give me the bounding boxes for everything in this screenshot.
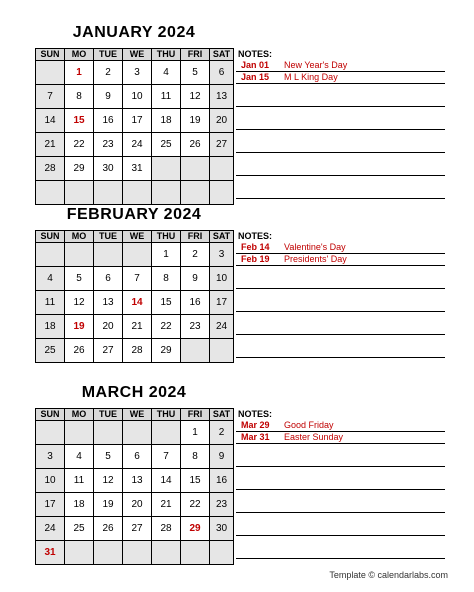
day-cell[interactable]: 17 [36, 493, 65, 517]
note-line[interactable] [236, 266, 445, 289]
day-cell[interactable]: 21 [36, 133, 65, 157]
day-cell[interactable]: 16 [210, 469, 234, 493]
note-date: Feb 14 [241, 242, 270, 252]
empty-day-cell [65, 421, 94, 445]
note-line[interactable] [236, 335, 445, 358]
day-cell[interactable]: 8 [152, 267, 181, 291]
day-cell[interactable]: 5 [181, 61, 210, 85]
day-cell[interactable]: 4 [36, 267, 65, 291]
day-cell[interactable]: 23 [210, 493, 234, 517]
notes-panel [236, 408, 445, 564]
day-cell[interactable]: 16 [181, 291, 210, 315]
empty-day-cell [181, 157, 210, 181]
empty-day-cell [65, 243, 94, 267]
day-cell[interactable]: 3 [36, 445, 65, 469]
day-cell[interactable]: 26 [65, 339, 94, 363]
weekday-header: THU [152, 49, 181, 61]
day-cell[interactable]: 26 [94, 517, 123, 541]
empty-day-cell [181, 339, 210, 363]
day-cell[interactable]: 14 [152, 469, 181, 493]
empty-day-cell [36, 243, 65, 267]
day-cell[interactable]: 29 [181, 517, 210, 541]
week-row [36, 421, 234, 445]
note-date: Mar 29 [241, 420, 270, 430]
day-cell[interactable]: 19 [181, 109, 210, 133]
note-name: Valentine's Day [284, 242, 346, 252]
day-cell[interactable]: 20 [123, 493, 152, 517]
day-cell[interactable]: 28 [36, 157, 65, 181]
note-date: Mar 31 [241, 432, 270, 442]
day-cell[interactable]: 11 [65, 469, 94, 493]
empty-day-cell [36, 421, 65, 445]
note-line[interactable] [236, 242, 445, 254]
day-cell[interactable]: 13 [94, 291, 123, 315]
empty-day-cell [181, 181, 210, 205]
note-date: Jan 01 [241, 60, 270, 70]
empty-day-cell [36, 61, 65, 85]
day-cell[interactable]: 8 [65, 85, 94, 109]
weekday-header: SAT [210, 231, 234, 243]
week-row [36, 61, 234, 85]
note-line[interactable] [236, 312, 445, 335]
month-title: MARCH 2024 [81, 384, 187, 401]
day-cell[interactable]: 25 [36, 339, 65, 363]
empty-day-cell [152, 181, 181, 205]
notes-panel [236, 230, 445, 362]
note-line[interactable] [236, 536, 445, 559]
empty-day-cell [123, 181, 152, 205]
day-cell[interactable]: 1 [65, 61, 94, 85]
weekday-header-row [36, 231, 234, 243]
month-title: FEBRUARY 2024 [66, 206, 202, 223]
weekday-header-row [36, 409, 234, 421]
day-cell[interactable]: 25 [65, 517, 94, 541]
weekday-header: MO [65, 409, 94, 421]
notes-label: NOTES: [238, 231, 273, 241]
weekday-header: THU [152, 231, 181, 243]
empty-day-cell [94, 421, 123, 445]
day-cell[interactable]: 8 [181, 445, 210, 469]
day-cell[interactable]: 1 [181, 421, 210, 445]
weekday-header-row [36, 49, 234, 61]
day-cell[interactable]: 29 [65, 157, 94, 181]
weekday-header: TUE [94, 49, 123, 61]
day-cell[interactable]: 2 [94, 61, 123, 85]
day-cell[interactable]: 18 [152, 109, 181, 133]
day-cell[interactable]: 15 [152, 291, 181, 315]
empty-day-cell [210, 541, 234, 565]
week-row [36, 243, 234, 267]
day-cell[interactable]: 3 [210, 243, 234, 267]
week-row [36, 541, 234, 565]
weekday-header: TUE [94, 409, 123, 421]
weekday-header: WE [123, 231, 152, 243]
day-cell[interactable]: 2 [210, 421, 234, 445]
empty-day-cell [94, 541, 123, 565]
day-cell[interactable]: 3 [123, 61, 152, 85]
note-line[interactable] [236, 176, 445, 199]
week-row [36, 315, 234, 339]
weekday-header: SAT [210, 49, 234, 61]
day-cell[interactable]: 20 [210, 109, 234, 133]
note-line[interactable] [236, 420, 445, 432]
day-cell[interactable]: 10 [210, 267, 234, 291]
footer-credit: Template © calendarlabs.com [329, 570, 448, 580]
note-line[interactable] [236, 254, 445, 266]
note-name: Presidents' Day [284, 254, 347, 264]
day-cell[interactable]: 22 [152, 315, 181, 339]
day-cell[interactable]: 6 [123, 445, 152, 469]
day-cell[interactable]: 2 [181, 243, 210, 267]
day-cell[interactable]: 9 [210, 445, 234, 469]
note-line[interactable] [236, 289, 445, 312]
weekday-header: FRI [181, 49, 210, 61]
empty-day-cell [65, 541, 94, 565]
empty-day-cell [94, 243, 123, 267]
day-cell[interactable]: 24 [123, 133, 152, 157]
weekday-header: WE [123, 409, 152, 421]
notes-label: NOTES: [238, 49, 273, 59]
day-cell[interactable]: 11 [36, 291, 65, 315]
day-cell[interactable]: 19 [94, 493, 123, 517]
note-name: M L King Day [284, 72, 338, 82]
weekday-header: WE [123, 49, 152, 61]
day-cell[interactable]: 23 [94, 133, 123, 157]
empty-day-cell [65, 181, 94, 205]
note-line[interactable] [236, 72, 445, 84]
day-cell[interactable]: 7 [152, 445, 181, 469]
empty-day-cell [94, 181, 123, 205]
day-cell[interactable]: 24 [210, 315, 234, 339]
note-name: Easter Sunday [284, 432, 344, 442]
day-cell[interactable]: 5 [65, 267, 94, 291]
empty-day-cell [123, 541, 152, 565]
day-cell[interactable]: 30 [94, 157, 123, 181]
note-date: Jan 15 [241, 72, 270, 82]
weekday-header: FRI [181, 409, 210, 421]
note-line[interactable] [236, 107, 445, 130]
day-cell[interactable]: 17 [123, 109, 152, 133]
week-row [36, 157, 234, 181]
notes-label: NOTES: [238, 409, 273, 419]
note-date: Feb 19 [241, 254, 270, 264]
empty-day-cell [210, 339, 234, 363]
day-cell[interactable]: 17 [210, 291, 234, 315]
day-cell[interactable]: 12 [94, 469, 123, 493]
day-cell[interactable]: 22 [181, 493, 210, 517]
notes-panel [236, 48, 445, 204]
day-cell[interactable]: 9 [94, 85, 123, 109]
week-row [36, 109, 234, 133]
day-cell[interactable]: 4 [65, 445, 94, 469]
day-cell[interactable]: 21 [152, 493, 181, 517]
day-cell[interactable]: 14 [123, 291, 152, 315]
note-line[interactable] [236, 467, 445, 490]
day-cell[interactable]: 25 [152, 133, 181, 157]
day-cell[interactable]: 1 [152, 243, 181, 267]
weekday-header: FRI [181, 231, 210, 243]
month-grid [35, 48, 234, 205]
day-cell[interactable]: 10 [123, 85, 152, 109]
month-grid [35, 408, 234, 565]
note-line[interactable] [236, 84, 445, 107]
weekday-header: MO [65, 49, 94, 61]
day-cell[interactable]: 24 [36, 517, 65, 541]
week-row [36, 85, 234, 109]
note-line[interactable] [236, 60, 445, 72]
day-cell[interactable]: 13 [210, 85, 234, 109]
day-cell[interactable]: 29 [152, 339, 181, 363]
day-cell[interactable]: 7 [123, 267, 152, 291]
day-cell[interactable]: 22 [65, 133, 94, 157]
day-cell[interactable]: 18 [36, 315, 65, 339]
week-row [36, 339, 234, 363]
day-cell[interactable]: 9 [181, 267, 210, 291]
month-grid [35, 230, 234, 363]
empty-day-cell [123, 243, 152, 267]
day-cell[interactable]: 4 [152, 61, 181, 85]
note-name: Good Friday [284, 420, 334, 430]
day-cell[interactable]: 20 [94, 315, 123, 339]
weekday-header: SUN [36, 49, 65, 61]
empty-day-cell [210, 157, 234, 181]
empty-day-cell [36, 181, 65, 205]
day-cell[interactable]: 18 [65, 493, 94, 517]
week-row [36, 181, 234, 205]
weekday-header: TUE [94, 231, 123, 243]
month-title: JANUARY 2024 [72, 24, 196, 41]
weekday-header: MO [65, 231, 94, 243]
day-cell[interactable]: 6 [94, 267, 123, 291]
day-cell[interactable]: 19 [65, 315, 94, 339]
week-row [36, 493, 234, 517]
note-line[interactable] [236, 432, 445, 444]
day-cell[interactable]: 10 [36, 469, 65, 493]
day-cell[interactable]: 12 [181, 85, 210, 109]
week-row [36, 267, 234, 291]
week-row [36, 517, 234, 541]
empty-day-cell [210, 181, 234, 205]
note-line[interactable] [236, 153, 445, 176]
week-row [36, 469, 234, 493]
empty-day-cell [152, 421, 181, 445]
weekday-header: SAT [210, 409, 234, 421]
day-cell[interactable]: 14 [36, 109, 65, 133]
day-cell[interactable]: 15 [181, 469, 210, 493]
weekday-header: SUN [36, 409, 65, 421]
day-cell[interactable]: 21 [123, 315, 152, 339]
day-cell[interactable]: 27 [123, 517, 152, 541]
day-cell[interactable]: 16 [94, 109, 123, 133]
day-cell[interactable]: 11 [152, 85, 181, 109]
day-cell[interactable]: 31 [123, 157, 152, 181]
note-name: New Year's Day [284, 60, 348, 70]
week-row [36, 445, 234, 469]
weekday-header: THU [152, 409, 181, 421]
empty-day-cell [181, 541, 210, 565]
day-cell[interactable]: 5 [94, 445, 123, 469]
day-cell[interactable]: 30 [210, 517, 234, 541]
note-line[interactable] [236, 130, 445, 153]
note-line[interactable] [236, 490, 445, 513]
day-cell[interactable]: 12 [65, 291, 94, 315]
empty-day-cell [123, 421, 152, 445]
day-cell[interactable]: 7 [36, 85, 65, 109]
note-line[interactable] [236, 513, 445, 536]
day-cell[interactable]: 28 [152, 517, 181, 541]
day-cell[interactable]: 23 [181, 315, 210, 339]
day-cell[interactable]: 15 [65, 109, 94, 133]
weekday-header: SUN [36, 231, 65, 243]
week-row [36, 133, 234, 157]
day-cell[interactable]: 13 [123, 469, 152, 493]
day-cell[interactable]: 26 [181, 133, 210, 157]
week-row [36, 291, 234, 315]
day-cell[interactable]: 27 [94, 339, 123, 363]
day-cell[interactable]: 28 [123, 339, 152, 363]
day-cell[interactable]: 6 [210, 61, 234, 85]
empty-day-cell [152, 157, 181, 181]
note-line[interactable] [236, 444, 445, 467]
day-cell[interactable]: 27 [210, 133, 234, 157]
empty-day-cell [152, 541, 181, 565]
day-cell[interactable]: 31 [36, 541, 65, 565]
